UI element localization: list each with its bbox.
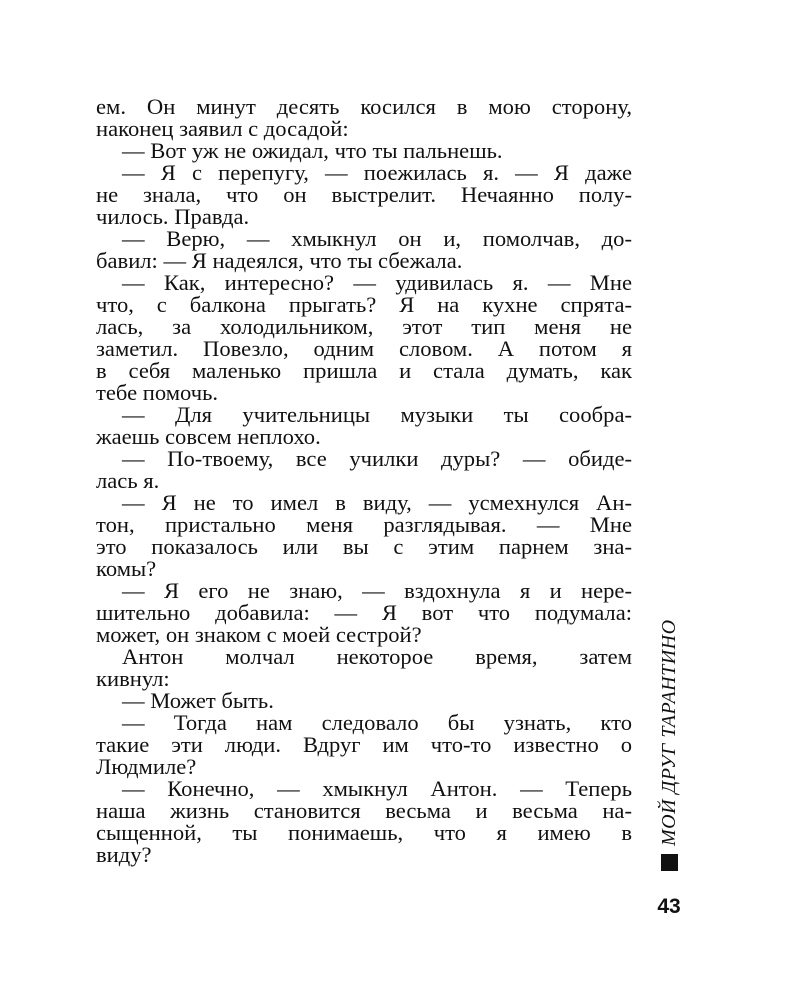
text-line: — Для учительницы музыки ты сообра-: [122, 402, 632, 427]
text-line: что, с балкона прыгать? Я на кухне спрята-: [96, 292, 632, 317]
text-line: не знала, что он выстрелит. Нечаянно полу-: [96, 182, 632, 207]
text-line: — Тогда нам следовало бы узнать, кто: [122, 710, 632, 735]
text-line: в себя маленько пришла и стала думать, как: [96, 358, 632, 383]
text-line: может, он знаком с моей сестрой?: [96, 622, 422, 647]
text-line: жаешь совсем неплохо.: [96, 424, 321, 449]
text-line: наконец заявил с досадой:: [96, 116, 349, 141]
text-line: тебе помочь.: [96, 380, 219, 405]
text-line: ем. Он минут десять косился в мою сторону,: [96, 94, 632, 119]
running-title: [648, 600, 690, 884]
body-text: [96, 96, 632, 866]
text-line: — Может быть.: [122, 688, 274, 713]
square-marker-icon: [661, 854, 678, 871]
text-line: — Конечно, — хмыкнул Антон. — Теперь: [122, 776, 632, 801]
text-line: сыщенной, ты понимаешь, что я имею в: [96, 820, 632, 845]
text-line: виду?: [96, 842, 152, 867]
page-number: 43: [657, 895, 681, 918]
text-line: — Как, интересно? — удивилась я. — Мне: [122, 270, 632, 295]
text-line: — Вот уж не ожидал, что ты пальнешь.: [122, 138, 503, 163]
running-title-text: МОЙ ДРУГ ТАРАНТИНО: [657, 619, 680, 846]
text-line: чилось. Правда.: [96, 204, 250, 229]
text-line: тон, пристально меня разглядывая. — Мне: [96, 512, 632, 537]
text-line: бавил: — Я надеялся, что ты сбежала.: [96, 248, 463, 273]
text-line: это показалось или вы с этим парнем зна-: [96, 534, 632, 559]
text-line: такие эти люди. Вдруг им что-то известно о: [96, 732, 632, 757]
text-line: — Верю, — хмыкнул он и, помолчав, до-: [122, 226, 632, 251]
text-line: — Я не то имел в виду, — усмехнулся Ан-: [122, 490, 632, 515]
text-line: Людмиле?: [96, 754, 197, 779]
text-line: кивнул:: [96, 666, 170, 691]
text-line: комы?: [96, 556, 157, 581]
text-line: наша жизнь становится весьма и весьма на-: [96, 798, 632, 823]
text-line: лась, за холодильником, этот тип меня не: [96, 314, 632, 339]
text-line: — Я с перепугу, — поежилась я. — Я даже: [122, 160, 632, 185]
text-line: — По-твоему, все училки дуры? — обиде-: [122, 446, 632, 471]
text-line: Антон молчал некоторое время, затем: [122, 644, 632, 669]
text-line: заметил. Повезло, одним словом. А потом я: [96, 336, 632, 361]
text-line: шительно добавила: — Я вот что подумала:: [96, 600, 632, 625]
text-line: — Я его не знаю, — вздохнула я и нере-: [122, 578, 632, 603]
text-line: лась я.: [96, 468, 160, 493]
